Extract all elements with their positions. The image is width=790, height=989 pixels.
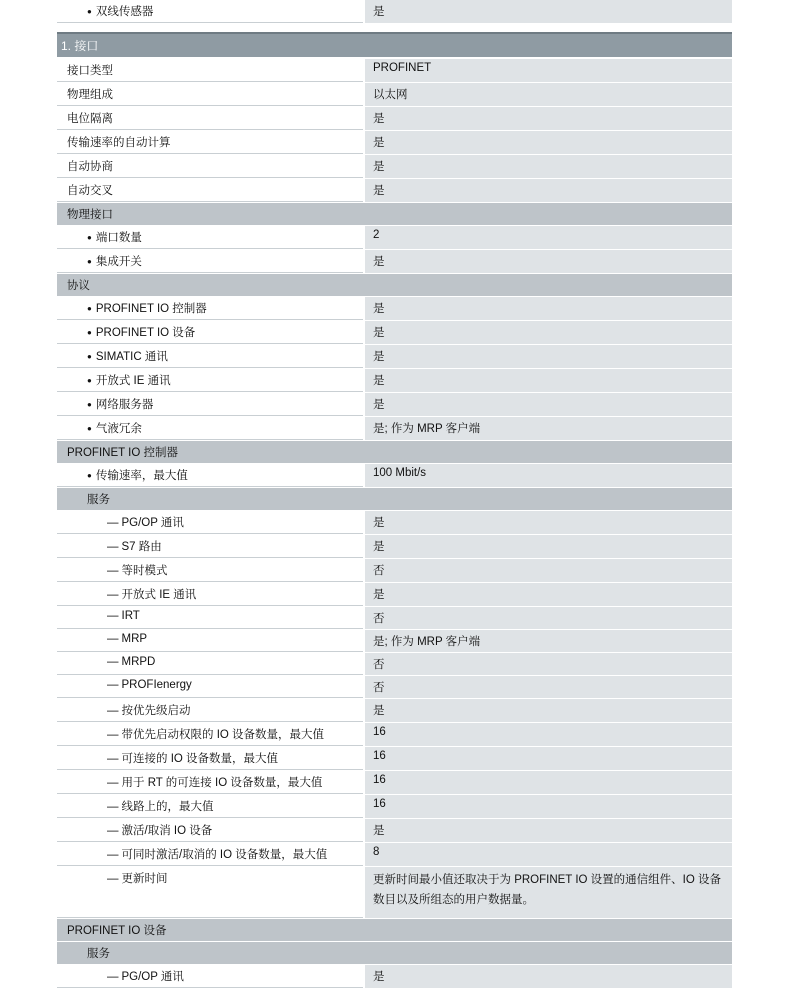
row-value: 是 [365, 699, 732, 722]
row-label-text: S7 路由 [121, 541, 162, 553]
section-profinet-controller: PROFINET IO 控制器 [57, 441, 732, 464]
row-value: 否 [365, 607, 732, 629]
row-value: 以太网 [365, 83, 732, 106]
table-row [57, 583, 732, 607]
section-physical-interface: 物理接口 [57, 203, 732, 226]
row-label-text: 传输速率的自动计算 [67, 137, 171, 149]
table-row [57, 321, 732, 345]
table-row [57, 393, 732, 417]
table-row [57, 297, 732, 321]
row-label [57, 795, 363, 818]
row-label [57, 297, 363, 320]
row-label-text: PROFINET IO 设备 [95, 327, 196, 339]
row-label [57, 464, 363, 487]
table-row [57, 630, 732, 653]
section-services: 服务 [57, 488, 732, 511]
table-row [57, 417, 732, 441]
table-row [57, 795, 732, 819]
row-value: 是 [365, 297, 732, 320]
row-value: 16 [365, 795, 732, 818]
row-label-text: 开放式 IE 通讯 [95, 375, 171, 387]
row-label [57, 559, 363, 582]
table-row [57, 0, 732, 24]
row-label [57, 511, 363, 534]
row-label [57, 630, 363, 652]
dash-icon [107, 825, 122, 837]
row-value: PROFINET [365, 59, 732, 82]
section-profinet-device: PROFINET IO 设备 [57, 919, 732, 942]
dash-icon [107, 679, 122, 691]
row-value: 否 [365, 559, 732, 582]
row-label [57, 843, 363, 866]
table-row [57, 131, 732, 155]
row-label-text: 集成开关 [95, 256, 142, 268]
row-label [57, 747, 363, 770]
row-label-text: PG/OP 通讯 [121, 971, 184, 983]
row-label-text: 更新时间 [121, 873, 168, 885]
dash-icon [107, 971, 122, 983]
row-value: 是 [365, 179, 732, 202]
row-value: 是 [365, 511, 732, 534]
row-label-text: 用于 RT 的可连接 IO 设备数量，最大值 [121, 777, 323, 789]
bullet-icon [87, 351, 96, 363]
row-label-text: 网络服务器 [95, 399, 154, 411]
section-header-interface: 1. 接口 [57, 32, 732, 57]
dash-icon [107, 873, 122, 885]
row-value: 是 [365, 321, 732, 344]
table-row [57, 559, 732, 583]
table-row [57, 250, 732, 274]
row-label [57, 155, 363, 178]
row-label-text: 物理组成 [67, 89, 113, 101]
row-label-text: 线路上的，最大值 [121, 801, 214, 813]
row-label [57, 535, 363, 558]
table-row [57, 771, 732, 795]
table-row [57, 747, 732, 771]
dash-icon [107, 610, 122, 622]
table-row [57, 107, 732, 131]
dash-icon [107, 517, 122, 529]
dash-icon [107, 565, 122, 577]
table-row [57, 511, 732, 535]
dash-icon [107, 541, 122, 553]
dash-icon [107, 656, 122, 668]
row-value: 是 [365, 0, 732, 23]
row-label [57, 369, 363, 392]
table-row [57, 653, 732, 676]
row-value: 是 [365, 107, 732, 130]
table-row [57, 843, 732, 867]
dash-icon [107, 729, 122, 741]
table-row [57, 179, 732, 203]
row-value: 16 [365, 747, 732, 770]
table-row [57, 369, 732, 393]
row-label-text: 电位隔离 [67, 113, 113, 125]
spec-table [57, 0, 732, 989]
dash-icon [107, 801, 122, 813]
bullet-icon [87, 327, 96, 339]
row-value: 否 [365, 676, 732, 698]
row-label-text: 开放式 IE 通讯 [121, 589, 197, 601]
bullet-icon [87, 303, 96, 315]
table-row [57, 59, 732, 83]
dash-icon [107, 753, 122, 765]
dash-icon [107, 633, 122, 645]
row-value: 16 [365, 771, 732, 794]
row-label [57, 867, 363, 918]
row-value: 是 [365, 393, 732, 416]
bullet-icon [87, 6, 96, 18]
row-label-text: 带优先启动权限的 IO 设备数量，最大值 [121, 729, 325, 741]
row-label-text: 自动交叉 [67, 185, 113, 197]
row-label [57, 321, 363, 344]
row-label-text: 等时模式 [121, 565, 168, 577]
row-value: 是 [365, 535, 732, 558]
table-row [57, 867, 732, 919]
row-label [57, 345, 363, 368]
row-label-text: 双线传感器 [95, 6, 154, 18]
row-value: 是; 作为 MRP 客户端 [365, 630, 732, 652]
row-label [57, 59, 363, 82]
row-label [57, 723, 363, 746]
table-row [57, 464, 732, 488]
row-label [57, 393, 363, 416]
row-label-text: 传输速率，最大值 [95, 470, 188, 482]
row-label-text: 可同时激活/取消的 IO 设备数量，最大值 [121, 849, 328, 861]
row-label [57, 250, 363, 273]
row-value: 是 [365, 155, 732, 178]
section-device-services: 服务 [57, 942, 732, 965]
row-value: 是 [365, 965, 732, 988]
row-label-text: PROFINET IO 控制器 [95, 303, 207, 315]
row-label [57, 583, 363, 606]
row-value: 是 [365, 250, 732, 273]
row-label-text: MRPD [121, 656, 156, 668]
row-value: 16 [365, 723, 732, 746]
table-row [57, 226, 732, 250]
row-value: 是 [365, 131, 732, 154]
row-value: 是 [365, 345, 732, 368]
dash-icon [107, 777, 122, 789]
row-value: 是 [365, 369, 732, 392]
table-row [57, 676, 732, 699]
row-label [57, 131, 363, 154]
table-row [57, 345, 732, 369]
row-label [57, 653, 363, 675]
table-row [57, 819, 732, 843]
table-row [57, 607, 732, 630]
table-row [57, 723, 732, 747]
row-label [57, 179, 363, 202]
row-label [57, 107, 363, 130]
row-label [57, 699, 363, 722]
table-row [57, 155, 732, 179]
table-row [57, 535, 732, 559]
row-label-text: 自动协商 [67, 161, 113, 173]
row-value: 2 [365, 226, 732, 249]
row-value: 是; 作为 MRP 客户端 [365, 417, 732, 440]
bullet-icon [87, 375, 96, 387]
row-label-text: MRP [121, 633, 148, 645]
table-row [57, 699, 732, 723]
row-label-text: PROFIenergy [121, 679, 192, 691]
bullet-icon [87, 470, 96, 482]
row-label-text: 端口数量 [95, 232, 142, 244]
row-label [57, 607, 363, 629]
row-label [57, 771, 363, 794]
row-label [57, 965, 363, 988]
table-row [57, 965, 732, 989]
row-label-text: 激活/取消 IO 设备 [121, 825, 213, 837]
row-value: 是 [365, 819, 732, 842]
row-value: 8 [365, 843, 732, 866]
row-label-text: 按优先级启动 [121, 705, 191, 717]
row-label-text: 可连接的 IO 设备数量，最大值 [121, 753, 279, 765]
row-label [57, 417, 363, 440]
row-label [57, 83, 363, 106]
row-label-text: IRT [121, 610, 140, 622]
dash-icon [107, 589, 122, 601]
dash-icon [107, 705, 122, 717]
dash-icon [107, 849, 122, 861]
row-value: 否 [365, 653, 732, 675]
row-label-text: PG/OP 通讯 [121, 517, 184, 529]
row-label [57, 0, 363, 23]
row-value: 是 [365, 583, 732, 606]
bullet-icon [87, 232, 96, 244]
bullet-icon [87, 423, 96, 435]
row-value: 100 Mbit/s [365, 464, 732, 487]
bullet-icon [87, 399, 96, 411]
row-label-text: 气液冗余 [95, 423, 142, 435]
row-label-text: 接口类型 [67, 65, 113, 77]
row-label-text: SIMATIC 通讯 [95, 351, 168, 363]
row-value: 更新时间最小值还取决于为 PROFINET IO 设置的通信组件、IO 设备数目以及所组态的用户数据量。 [365, 867, 732, 918]
section-protocol: 协议 [57, 274, 732, 297]
row-label [57, 819, 363, 842]
row-label [57, 226, 363, 249]
table-row [57, 83, 732, 107]
row-label [57, 676, 363, 698]
bullet-icon [87, 256, 96, 268]
